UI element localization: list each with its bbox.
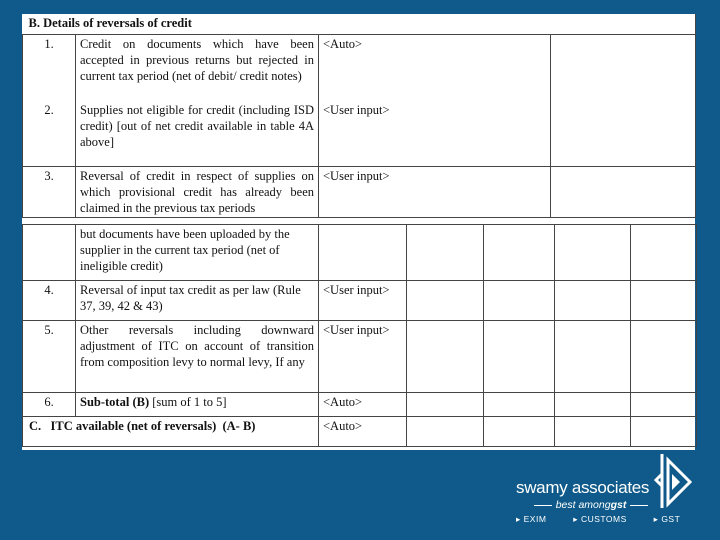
blank-cell	[555, 225, 631, 281]
blank-cell	[551, 35, 696, 101]
blank-cell	[551, 167, 696, 218]
blank-cell	[631, 417, 697, 447]
row-description: Reversal of input tax credit as per law (Rule 37, 39, 42 & 43)	[76, 281, 319, 321]
continuation-text: but documents have been uploaded by the supplier in the current tax period (net of ineligible credit)	[76, 225, 319, 281]
section-b-header: B. Details of reversals of credit	[23, 14, 696, 35]
reversals-table-bottom	[22, 224, 697, 447]
row-number: 1.	[23, 35, 76, 101]
row-description: Reversal of credit in respect of supplies on which provisional credit has already been claimed in the previous tax periods	[76, 167, 319, 218]
row-description: Credit on documents which have been accepted in previous returns but rejected in current tax period (net of debit/ credit notes)	[76, 35, 319, 101]
blank-cell	[555, 417, 631, 447]
swamy-associates-logo	[512, 452, 712, 532]
service-item: ▸ GST	[653, 514, 681, 524]
blank-cell	[555, 321, 631, 393]
row-value: <User input>	[319, 101, 551, 167]
row-number: 3.	[23, 167, 76, 218]
document-page	[22, 14, 695, 450]
blank-cell	[484, 393, 555, 417]
tagline-prefix: best among	[555, 499, 611, 511]
blank-cell	[407, 281, 484, 321]
blank-cell	[23, 225, 76, 281]
service-item: ▸ EXIM	[516, 514, 547, 524]
blank-cell	[484, 225, 555, 281]
blank-cell	[319, 225, 407, 281]
blank-cell	[631, 225, 697, 281]
subtotal-label-cell	[76, 393, 319, 417]
row-number: 6.	[23, 393, 76, 417]
blank-cell	[484, 417, 555, 447]
blank-cell	[407, 321, 484, 393]
blank-cell	[555, 281, 631, 321]
blank-cell	[631, 321, 697, 393]
row-number: 4.	[23, 281, 76, 321]
section-c-value: <Auto>	[319, 417, 407, 447]
blank-cell	[484, 321, 555, 393]
row-value: <User input>	[319, 167, 551, 218]
subtotal-note: [sum of 1 to 5]	[152, 395, 227, 409]
row-number: 2.	[23, 101, 76, 167]
subtotal-value: <Auto>	[319, 393, 407, 417]
blank-cell	[555, 393, 631, 417]
tagline-bold: gst	[610, 499, 627, 511]
blank-cell	[407, 225, 484, 281]
row-number: 5.	[23, 321, 76, 393]
subtotal-label: Sub-total (B)	[80, 395, 150, 409]
blank-cell	[407, 393, 484, 417]
blank-cell	[631, 393, 697, 417]
brand-name: swamy associates	[516, 478, 650, 497]
services-list	[516, 514, 704, 525]
service-item: ▸ CUSTOMS	[573, 514, 627, 524]
blank-cell	[631, 281, 697, 321]
row-description: Supplies not eligible for credit (including ISD credit) [out of net credit available in table 4A above]	[76, 101, 319, 167]
row-description: Other reversals including downward adjustment of ITC on account of transition from composition levy to normal levy, If any	[76, 321, 319, 393]
reversals-table-top	[22, 14, 696, 218]
blank-cell	[551, 101, 696, 167]
section-c-label: C. ITC available (net of reversals) (A- B)	[23, 417, 319, 447]
blank-cell	[407, 417, 484, 447]
blank-cell	[484, 281, 555, 321]
row-value: <User input>	[319, 321, 407, 393]
tagline	[516, 499, 666, 511]
row-value: <User input>	[319, 281, 407, 321]
row-value: <Auto>	[319, 35, 551, 101]
